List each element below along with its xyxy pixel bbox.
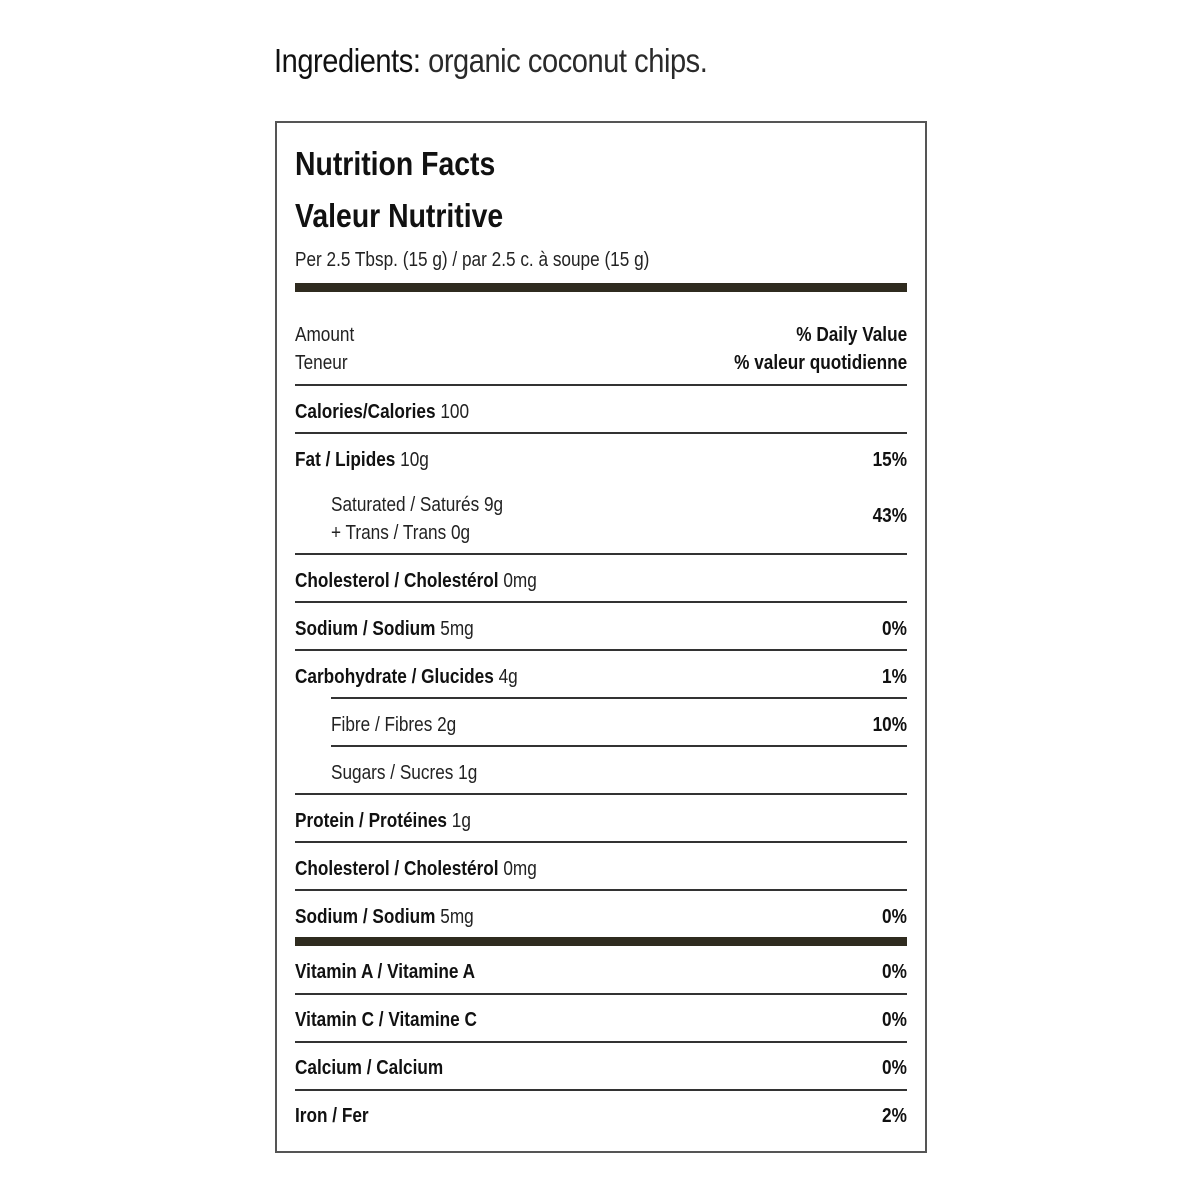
nutrient-row-fat	[295, 443, 907, 479]
vitamin-percent: 0%	[882, 1009, 907, 1031]
divider	[295, 384, 907, 386]
nutrient-percent: 0%	[882, 618, 907, 640]
amount-header	[295, 321, 354, 377]
nutrient-label-2: + Trans / Trans 0g	[331, 522, 471, 544]
nutrient-label: Calories/Calories	[295, 401, 436, 423]
vitamin-percent: 0%	[882, 961, 907, 983]
nutrient-label: Saturated / Saturés 9g	[331, 494, 504, 516]
dv-fr: % valeur quotidienne	[734, 352, 907, 374]
nutrient-row-sodium	[295, 612, 907, 648]
nutrient-percent: 10%	[872, 714, 907, 736]
nutrient-row-sodium-2	[295, 900, 907, 936]
nutrient-value: 0mg	[498, 570, 537, 592]
nutrient-row-carbohydrate	[295, 660, 907, 696]
nutrient-label: Sodium / Sodium	[295, 906, 436, 928]
nutrient-value: 0mg	[498, 858, 537, 880]
vitamin-percent: 0%	[882, 1057, 907, 1079]
divider-indented	[331, 697, 907, 699]
nutrient-row-cholesterol-2	[295, 852, 907, 888]
column-header	[295, 321, 907, 381]
vitamin-label: Calcium / Calcium	[295, 1057, 444, 1079]
amount-en: Amount	[295, 324, 355, 346]
divider	[295, 993, 907, 995]
divider	[295, 793, 907, 795]
amount-fr: Teneur	[295, 352, 348, 374]
nutrient-value: 1g	[446, 810, 471, 832]
divider-indented	[331, 745, 907, 747]
nutrient-value: 5mg	[435, 906, 474, 928]
ingredients-label: Ingredients:	[274, 42, 421, 79]
vitamin-row-iron	[295, 1099, 907, 1135]
nutrient-row-calories	[295, 395, 907, 431]
divider	[295, 601, 907, 603]
nutrient-percent: 43%	[872, 505, 907, 527]
nutrient-label: Sugars / Sucres 1g	[331, 762, 478, 784]
serving-size: Per 2.5 Tbsp. (15 g) / par 2.5 c. à soupe (15 g)	[295, 249, 650, 271]
dv-en: % Daily Value	[796, 324, 907, 346]
nutrient-value: 4g	[493, 666, 518, 688]
nutrition-facts-panel	[275, 121, 927, 1153]
ingredients-line	[274, 42, 707, 80]
vitamin-label: Iron / Fer	[295, 1105, 369, 1127]
divider	[295, 649, 907, 651]
vitamin-row-calcium	[295, 1051, 907, 1087]
nutrient-label: Fibre / Fibres 2g	[331, 714, 457, 736]
nutrient-value: 5mg	[435, 618, 474, 640]
ingredients-text: organic coconut chips.	[420, 42, 708, 79]
nutrient-label: Fat / Lipides	[295, 449, 396, 471]
nutrient-label: Sodium / Sodium	[295, 618, 436, 640]
title-english: Nutrition Facts	[295, 145, 496, 182]
thick-divider-top	[295, 283, 907, 292]
divider	[295, 1089, 907, 1091]
vitamin-row-a	[295, 955, 907, 991]
nutrient-row-saturated-trans	[295, 489, 907, 549]
divider	[295, 553, 907, 555]
vitamin-label: Vitamin A / Vitamine A	[295, 961, 476, 983]
divider	[295, 841, 907, 843]
nutrient-label: Protein / Protéines	[295, 810, 447, 832]
nutrient-row-fibre	[295, 708, 907, 744]
nutrient-label: Cholesterol / Cholestérol	[295, 858, 499, 880]
nutrient-value: 100	[435, 401, 470, 423]
daily-value-header	[734, 321, 907, 377]
nutrient-label: Cholesterol / Cholestérol	[295, 570, 499, 592]
nutrient-row-cholesterol	[295, 564, 907, 600]
nutrient-percent: 1%	[882, 666, 907, 688]
title-french: Valeur Nutritive	[295, 197, 504, 234]
vitamin-label: Vitamin C / Vitamine C	[295, 1009, 477, 1031]
vitamin-row-c	[295, 1003, 907, 1039]
divider	[295, 432, 907, 434]
vitamin-percent: 2%	[882, 1105, 907, 1127]
divider	[295, 1041, 907, 1043]
divider	[295, 889, 907, 891]
nutrient-percent: 0%	[882, 906, 907, 928]
nutrient-value: 10g	[395, 449, 429, 471]
nutrient-label: Carbohydrate / Glucides	[295, 666, 494, 688]
nutrient-row-protein	[295, 804, 907, 840]
nutrient-percent: 15%	[872, 449, 907, 471]
nutrient-row-sugars	[295, 756, 907, 792]
thick-divider-bottom	[295, 937, 907, 946]
